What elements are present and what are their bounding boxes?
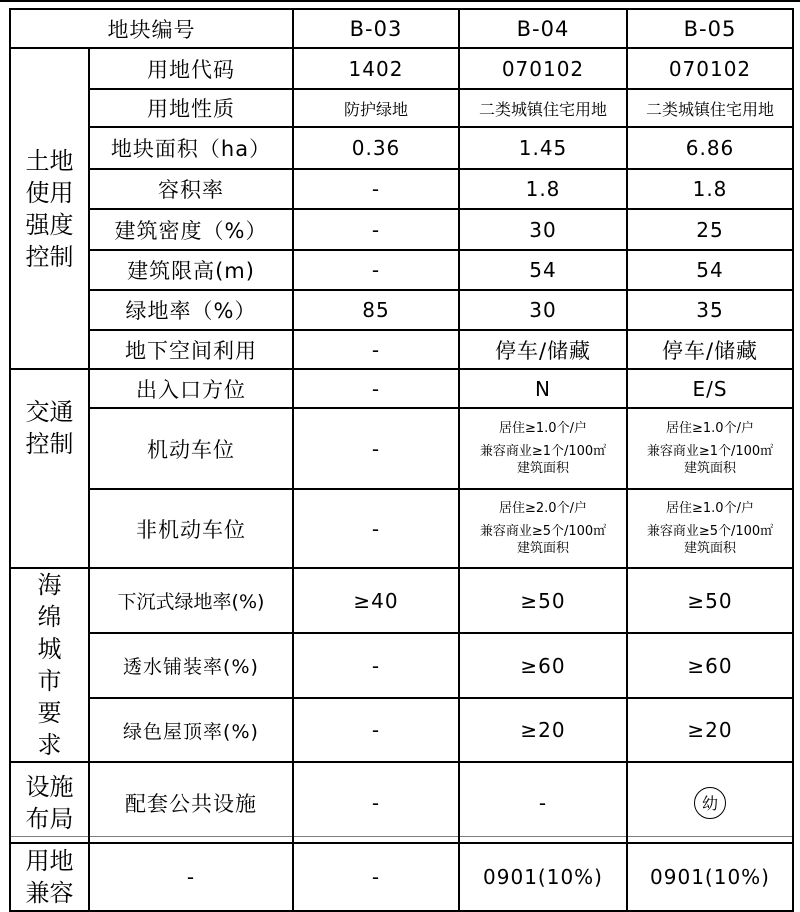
row-label: 用地代码: [89, 48, 293, 89]
cell: 1.8: [627, 169, 793, 209]
row-label: 建筑限高(m): [89, 250, 293, 290]
kindergarten-symbol: 幼: [694, 787, 726, 819]
row-label: -: [89, 843, 293, 911]
cell: -: [293, 698, 459, 762]
cell: ≥60: [459, 633, 627, 698]
cell: 居住≥1.0个/户 兼容商业≥5个/100㎡ 建筑面积: [627, 489, 793, 568]
row-label: 绿色屋顶率(%): [89, 698, 293, 762]
cell: -: [293, 408, 459, 489]
cell: -: [293, 762, 459, 843]
cell: 停车/储藏: [627, 330, 793, 369]
cell: 二类城镇住宅用地: [459, 89, 627, 127]
cell: ≥60: [627, 633, 793, 698]
cell: -: [459, 762, 627, 843]
cell: E/S: [627, 369, 793, 408]
cell: -: [293, 489, 459, 568]
cell: 停车/储藏: [459, 330, 627, 369]
table-row: [10, 89, 793, 127]
row-label: 绿地率（%）: [89, 290, 293, 330]
row-label: 用地性质: [89, 89, 293, 127]
cell: 30: [459, 290, 627, 330]
row-label: 下沉式绿地率(%): [89, 568, 293, 633]
row-label: 配套公共设施: [89, 762, 293, 843]
cell: 85: [293, 290, 459, 330]
table-row: [10, 408, 793, 489]
table-row: [10, 369, 793, 408]
table-row: [10, 843, 793, 911]
table-row: [10, 330, 793, 369]
cell: -: [293, 209, 459, 250]
table-row: [10, 250, 793, 290]
cell: ≥50: [627, 568, 793, 633]
header-col-b03: B-03: [293, 9, 459, 48]
cell: 35: [627, 290, 793, 330]
header-row: [10, 9, 793, 48]
table-row: [10, 48, 793, 89]
cell: 防护绿地: [293, 89, 459, 127]
cell: 居住≥2.0个/户 兼容商业≥5个/100㎡ 建筑面积: [459, 489, 627, 568]
cell: [627, 762, 793, 843]
planning-control-table: [9, 8, 794, 912]
table-row: [10, 169, 793, 209]
table-row: [10, 762, 793, 843]
cell: 25: [627, 209, 793, 250]
cell: ≥20: [459, 698, 627, 762]
table-row: [10, 290, 793, 330]
header-col-b05: B-05: [627, 9, 793, 48]
row-label: 透水铺装率(%): [89, 633, 293, 698]
table-row: [10, 127, 793, 169]
cell: 6.86: [627, 127, 793, 169]
cell: -: [293, 250, 459, 290]
group-traffic: 交通控制: [10, 369, 89, 568]
top-border-line: [0, 0, 800, 2]
cell: 070102: [627, 48, 793, 89]
cell: 居住≥1.0个/户 兼容商业≥1个/100㎡ 建筑面积: [459, 408, 627, 489]
bottom-border-line: [9, 836, 792, 837]
cell: 0901(10%): [459, 843, 627, 911]
header-label: 地块编号: [10, 9, 293, 48]
cell: 0901(10%): [627, 843, 793, 911]
cell: 30: [459, 209, 627, 250]
cell: -: [293, 843, 459, 911]
cell: 070102: [459, 48, 627, 89]
cell: ≥20: [627, 698, 793, 762]
cell: -: [293, 633, 459, 698]
cell: 54: [627, 250, 793, 290]
cell: ≥40: [293, 568, 459, 633]
table-row: [10, 568, 793, 633]
row-label: 非机动车位: [89, 489, 293, 568]
cell: 1.45: [459, 127, 627, 169]
row-label: 地下空间利用: [89, 330, 293, 369]
row-label: 建筑密度（%）: [89, 209, 293, 250]
row-label: 容积率: [89, 169, 293, 209]
cell: -: [293, 369, 459, 408]
group-land: 土地使用强度控制: [10, 48, 89, 369]
table-row: [10, 209, 793, 250]
cell: -: [293, 330, 459, 369]
group-sponge: 海绵城市要求: [10, 568, 89, 762]
cell: -: [293, 169, 459, 209]
row-label: 机动车位: [89, 408, 293, 489]
cell: 居住≥1.0个/户 兼容商业≥1个/100㎡ 建筑面积: [627, 408, 793, 489]
cell: 54: [459, 250, 627, 290]
table-row: [10, 698, 793, 762]
group-compat: 用地兼容: [10, 843, 89, 911]
cell: ≥50: [459, 568, 627, 633]
group-facility: 设施布局: [10, 762, 89, 843]
cell: 1.8: [459, 169, 627, 209]
cell: 二类城镇住宅用地: [627, 89, 793, 127]
cell: 1402: [293, 48, 459, 89]
cell: N: [459, 369, 627, 408]
row-label: 出入口方位: [89, 369, 293, 408]
row-label: 地块面积（ha）: [89, 127, 293, 169]
header-col-b04: B-04: [459, 9, 627, 48]
table-row: [10, 633, 793, 698]
table-row: [10, 489, 793, 568]
cell: 0.36: [293, 127, 459, 169]
